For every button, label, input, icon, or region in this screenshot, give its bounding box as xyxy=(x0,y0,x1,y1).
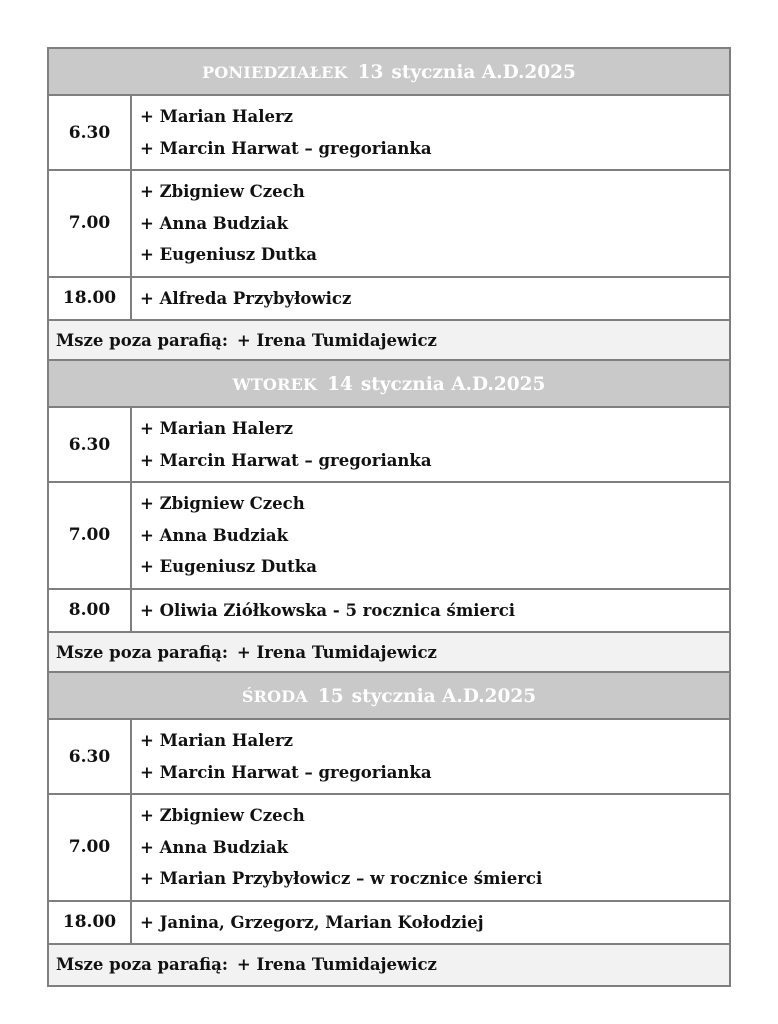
mass-time: 18.00 xyxy=(49,278,132,320)
outside-parish-intention: + Irena Tumidajewicz xyxy=(236,955,437,974)
day-date-number: 15 xyxy=(317,686,344,707)
day-block xyxy=(49,673,729,985)
intention-list xyxy=(132,408,729,481)
intention: + Marcin Harwat – gregorianka xyxy=(140,762,432,782)
mass-time: 8.00 xyxy=(49,590,132,632)
intention: + Zbigniew Czech xyxy=(140,806,305,825)
mass-row xyxy=(49,278,729,322)
intention: + Janina, Grzegorz, Marian Kołodziej xyxy=(140,912,484,932)
intention-list xyxy=(132,795,729,900)
intention-list xyxy=(132,720,729,793)
mass-row xyxy=(49,96,729,171)
day-date-text: stycznia A.D.2025 xyxy=(391,62,576,83)
intention-list xyxy=(132,902,729,944)
intention: + Zbigniew Czech xyxy=(140,494,305,513)
mass-row xyxy=(49,590,729,634)
outside-parish-label: Msze poza parafią: xyxy=(56,955,228,974)
mass-row xyxy=(49,902,729,946)
intention: + Marian Halerz xyxy=(140,731,294,750)
outside-parish-label: Msze poza parafią: xyxy=(56,331,228,350)
intention-list xyxy=(132,278,729,320)
intention: + Marcin Harwat – gregorianka xyxy=(140,450,432,470)
day-block xyxy=(49,361,729,673)
intention-list xyxy=(132,171,729,276)
outside-parish-intention: + Irena Tumidajewicz xyxy=(236,331,437,350)
intention: + Marian Halerz xyxy=(140,419,294,438)
outside-parish-intention: + Irena Tumidajewicz xyxy=(236,643,437,662)
intention-list xyxy=(132,96,729,169)
intention: + Marcin Harwat – gregorianka xyxy=(140,138,432,158)
intention: + Anna Budziak xyxy=(140,213,289,233)
intention-list xyxy=(132,590,729,632)
mass-schedule-table xyxy=(47,47,731,987)
intention: + Anna Budziak xyxy=(140,525,289,545)
outside-parish-row xyxy=(49,633,729,673)
mass-time: 6.30 xyxy=(49,408,132,481)
intention: + Eugeniusz Dutka xyxy=(140,245,317,264)
mass-row xyxy=(49,720,729,795)
mass-time: 7.00 xyxy=(49,795,132,900)
mass-time: 18.00 xyxy=(49,902,132,944)
mass-row xyxy=(49,483,729,590)
intention: + Oliwia Ziółkowska - 5 rocznica śmierci xyxy=(140,600,516,620)
intention: + Zbigniew Czech xyxy=(140,182,305,201)
day-block xyxy=(49,49,729,361)
mass-time: 7.00 xyxy=(49,483,132,588)
day-date-text: stycznia A.D.2025 xyxy=(360,374,546,395)
mass-time: 6.30 xyxy=(49,96,132,169)
intention: + Anna Budziak xyxy=(140,837,289,857)
outside-parish-row xyxy=(49,321,729,361)
day-name: ŚRODA xyxy=(241,687,308,706)
day-header xyxy=(49,49,729,96)
intention: + Marian Przybyłowicz – w rocznice śmierci xyxy=(140,869,543,888)
mass-row xyxy=(49,408,729,483)
day-date-number: 14 xyxy=(327,374,353,395)
day-date-text: stycznia A.D.2025 xyxy=(351,686,537,707)
outside-parish-label: Msze poza parafią: xyxy=(56,643,228,662)
day-name: PONIEDZIAŁEK xyxy=(202,63,348,82)
day-header xyxy=(49,361,729,408)
intention-list xyxy=(132,483,729,588)
mass-time: 6.30 xyxy=(49,720,132,793)
mass-row xyxy=(49,795,729,902)
mass-row xyxy=(49,171,729,278)
outside-parish-row xyxy=(49,945,729,985)
intention: + Eugeniusz Dutka xyxy=(140,557,317,576)
day-date-number: 13 xyxy=(357,62,384,83)
intention: + Marian Halerz xyxy=(140,107,294,126)
day-header xyxy=(49,673,729,720)
mass-time: 7.00 xyxy=(49,171,132,276)
day-name: WTOREK xyxy=(232,375,318,394)
intention: + Alfreda Przybyłowicz xyxy=(140,288,352,308)
